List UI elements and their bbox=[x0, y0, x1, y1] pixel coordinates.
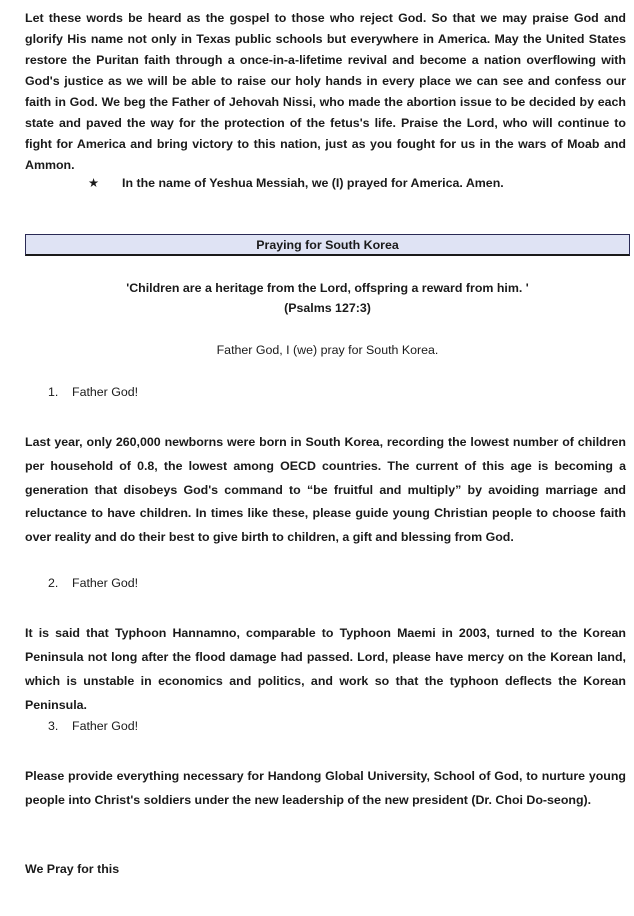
list-number: 3. bbox=[48, 719, 59, 733]
amen-bullet-text: In the name of Yeshua Messiah, we (I) prayed for America. Amen. bbox=[122, 176, 504, 190]
list-label: Father God! bbox=[72, 719, 139, 733]
list-label: Father God! bbox=[72, 576, 139, 590]
section-heading: Praying for South Korea bbox=[256, 237, 399, 252]
list-label: Father God! bbox=[72, 385, 139, 399]
america-prayer-paragraph: Let these words be heard as the gospel to those who reject God. So that we may praise God and glorify His name not only in Texas public schools but everywhere in America. May the United States restore the Puritan faith through a once-in-a-lifetime revival and become a nation overflowing with God's justice as we will be able to raise our holy hands in every place we can see and confess our faith in God. We beg the Father of Jehovah Nissi, who made the abortion issue to be decided by each state and paved the way for the protection of the fetus's life. Praise the Lord, who will continue to fight for America and bring victory to this nation, just as you fought for us in the wars of Moab and Ammon. bbox=[25, 11, 626, 172]
list-item-body-3: Please provide everything necessary for Handong Global University, School of God, to nurture young people into Christ's soldiers under the new leadership of the new president (Dr. Choi Do-seong). bbox=[25, 769, 626, 807]
scripture-quote: 'Children are a heritage from the Lord, offspring a reward from him. ' bbox=[126, 281, 529, 295]
amen-bullet bbox=[88, 175, 504, 190]
star-icon: ★ bbox=[88, 176, 100, 190]
list-item-body-1: Last year, only 260,000 newborns were born in South Korea, recording the lowest number of children per household of 0.8, the lowest among OECD countries. The current of this age is becoming a generation that disobeys God's command to “be fruitful and multiply” by avoiding marriage and reluctance to have children. In times like these, please guide young Christian people to choose faith over reality and do their best to give birth to children, a gift and blessing from God. bbox=[25, 435, 626, 545]
closing-line: We Pray for this bbox=[25, 862, 120, 876]
scripture-reference: (Psalms 127:3) bbox=[284, 301, 371, 315]
list-item-body-2: It is said that Typhoon Hannamno, comparable to Typhoon Maemi in 2003, turned to the Korean Peninsula not long after the flood damage had passed. Lord, please have mercy on the Korean land, which is unstable in economics and politics, and work so that the typhoon deflects the Korean Peninsula. bbox=[25, 626, 626, 712]
list-item-heading-1 bbox=[48, 385, 138, 399]
intro-line: Father God, I (we) pray for South Korea. bbox=[216, 343, 439, 357]
list-number: 2. bbox=[48, 576, 59, 590]
list-item-heading-2 bbox=[48, 576, 138, 590]
section-heading-box bbox=[25, 234, 630, 256]
list-item-heading-3 bbox=[48, 719, 138, 733]
list-number: 1. bbox=[48, 385, 59, 399]
